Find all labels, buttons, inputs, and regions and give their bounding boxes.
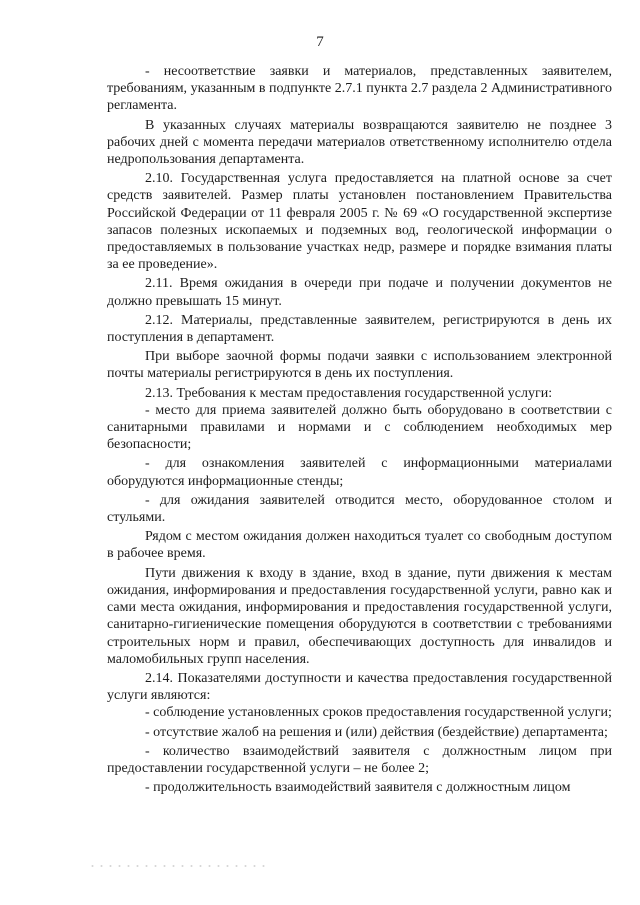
paragraph-mismatch: - несоответствие заявки и материалов, представленных заявителем, требованиям, указанным в подпункте 2.7.1 пункта 2.7 раздела 2 Административного регламента. (107, 64, 612, 114)
scan-artifact-dots (88, 862, 268, 870)
paragraph-2-12-registration: 2.12. Материалы, представленные заявителем, регистрируются в день их поступления в департамент. (107, 312, 612, 346)
paragraph-email-registration: При выборе заочной формы подачи заявки с использованием электронной почты материалы регистрируются в день их поступления. (107, 349, 612, 382)
paragraph-2-11-wait-time: 2.11. Время ожидания в очереди при подаче и получении документов не должно превышать 15 минут. (107, 276, 612, 309)
paragraph-2-13-requirements: 2.13. Требования к местам предоставления государственной услуги: (145, 385, 553, 401)
list-item-info-stands: - для ознакомления заявителей с информационными материалами оборудуются информационные стенды; (107, 456, 612, 489)
paragraph-return-materials: В указанных случаях материалы возвращаются заявителю не позднее 3 рабочих дней с момента передачи материалов ответственному исполнителю отдела недропользования департамента. (107, 117, 612, 168)
page-number: 7 (316, 34, 324, 50)
list-item-no-complaints: - отсутствие жалоб на решения и (или) действия (бездействие) департамента; (145, 724, 608, 740)
paragraph-toilet: Рядом с местом ожидания должен находиться туалет со свободным доступом в рабочее время. (107, 529, 612, 562)
paragraph-accessibility: Пути движения к входу в здание, вход в здание, пути движения к местам ожидания, информирования и предоставления государственной услуги, равно как и сами места ожидания, информирования и предоставления государственной услуги, санитарно-гигиенические помещения оборудуются в соответствии с требованиями строительных норм и правил, обеспечивающих доступность для инвалидов и маломобильных групп населения. (107, 565, 612, 667)
list-item-deadlines: - соблюдение установленных сроков предоставления государственной услуги; (145, 705, 612, 721)
document-body (107, 63, 612, 798)
list-item-reception-place: - место для приема заявителей должно быть оборудовано в соответствии с санитарными правилами и нормами и с соблюдением необходимых мер безопасности; (107, 402, 612, 453)
list-item-waiting-place: - для ожидания заявителей отводится место, оборудованное столом и стульями. (107, 492, 612, 526)
list-item-interactions-duration: - продолжительность взаимодействий заявителя с должностным лицом (145, 780, 571, 796)
paragraph-2-10-fee: 2.10. Государственная услуга предоставляется на платной основе за счет средств заявителей. Размер платы установлен постановлением Правительства Российской Федерации от 11 февраля 2005 г. № 69 «О государственной экспертизе запасов полезных ископаемых и подземных вод, геологической информации о предоставляемых в пользование участках недр, размере и порядке взимания платы за ее проведение». (107, 171, 612, 273)
paragraph-2-14-indicators: 2.14. Показателями доступности и качества предоставления государственной услуги являются: (107, 670, 612, 704)
list-item-interactions-count: - количество взаимодействий заявителя с должностным лицом при предоставлении государственной услуги – не более 2; (107, 743, 612, 776)
